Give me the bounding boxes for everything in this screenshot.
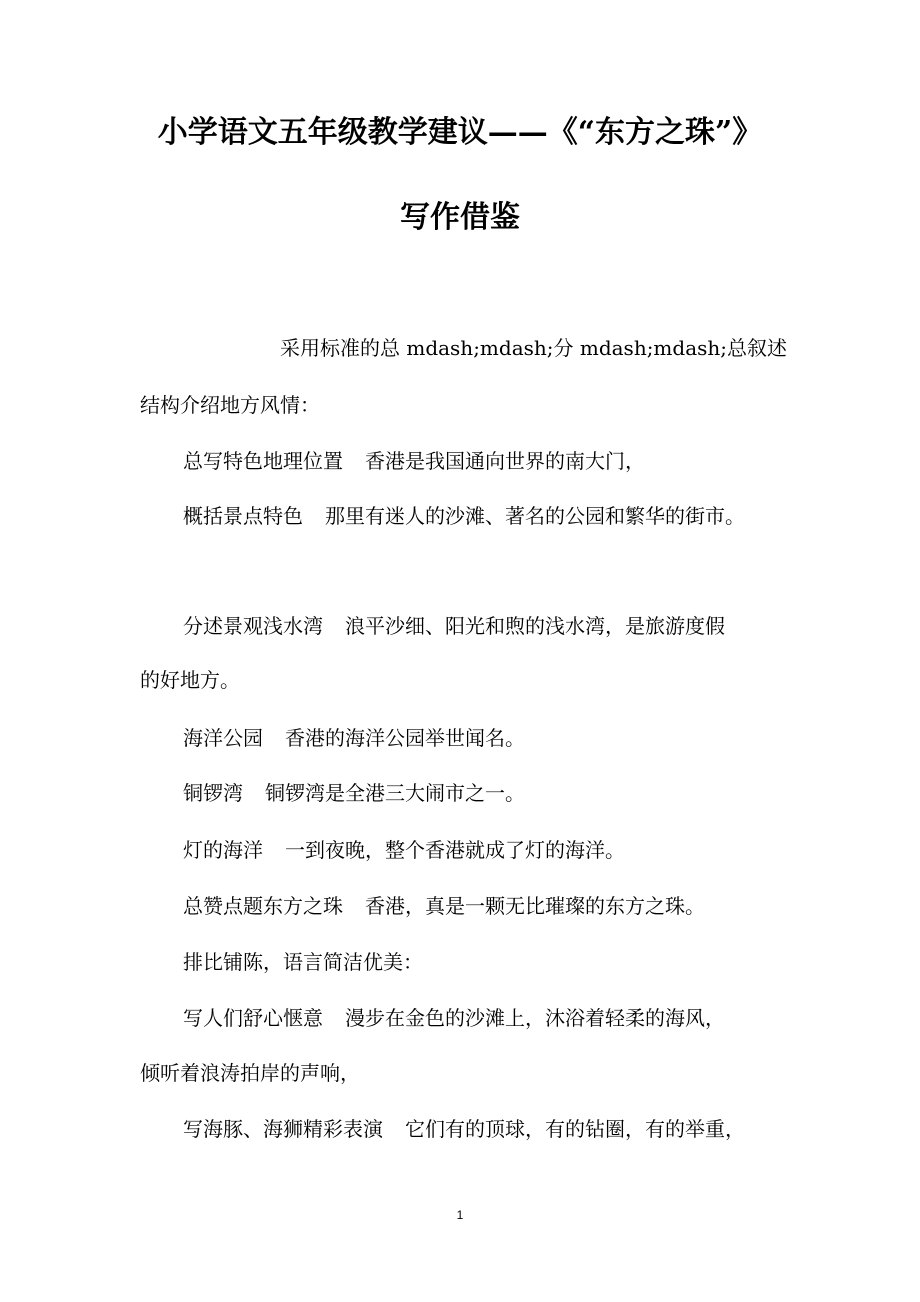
item-text: 浪平沙细、阳光和煦的浅水湾，是旅游度假 <box>345 614 725 638</box>
paragraph-item <box>183 836 625 864</box>
document-title-line-2: 写作借鉴 <box>400 200 520 235</box>
item-text: 香港是我国通向世界的南大门， <box>365 449 645 473</box>
paragraph-item <box>183 1115 745 1143</box>
paragraph-item <box>183 1004 725 1032</box>
paragraph-item <box>183 892 705 920</box>
item-label: 总赞点题东方之珠 <box>183 894 343 918</box>
paragraph-intro-line-1: 采用标准的总 mdash;mdash;分 mdash;mdash;总叙述 <box>280 336 788 360</box>
item-text: 那里有迷人的沙滩、著名的公园和繁华的街市。 <box>325 504 745 528</box>
item-label: 灯的海洋 <box>183 838 263 862</box>
item-text: 漫步在金色的沙滩上，沐浴着轻柔的海风， <box>345 1006 725 1030</box>
item-text: 它们有的顶球，有的钻圈，有的举重， <box>405 1117 745 1141</box>
paragraph-item <box>183 612 725 640</box>
item-text: 香港的海洋公园举世闻名。 <box>285 726 525 750</box>
paragraph-item <box>183 447 645 475</box>
paragraph-item <box>183 502 745 530</box>
paragraph-intro-line-2: 结构介绍地方风情： <box>140 393 320 417</box>
item-text: 一到夜晚，整个香港就成了灯的海洋。 <box>285 838 625 862</box>
item-label: 海洋公园 <box>183 726 263 750</box>
paragraph-continuation: 的好地方。 <box>140 668 240 692</box>
item-label: 总写特色地理位置 <box>183 449 343 473</box>
item-text: 铜锣湾是全港三大闹市之一。 <box>265 781 525 805</box>
paragraph-item <box>183 779 525 807</box>
item-text: 香港，真是一颗无比璀璨的东方之珠。 <box>365 894 705 918</box>
item-label: 概括景点特色 <box>183 504 303 528</box>
document-title-line-1: 小学语文五年级教学建议——《“东方之珠”》 <box>157 115 763 150</box>
page-number: 1 <box>456 1208 464 1222</box>
item-label: 写人们舒心惬意 <box>183 1006 323 1030</box>
item-label: 写海豚、海狮精彩表演 <box>183 1117 383 1141</box>
item-label: 铜锣湾 <box>183 781 243 805</box>
item-label: 分述景观浅水湾 <box>183 614 323 638</box>
paragraph-item <box>183 724 525 752</box>
paragraph-continuation: 倾听着浪涛拍岸的声响， <box>140 1061 360 1085</box>
paragraph-heading: 排比铺陈，语言简洁优美： <box>183 950 423 974</box>
